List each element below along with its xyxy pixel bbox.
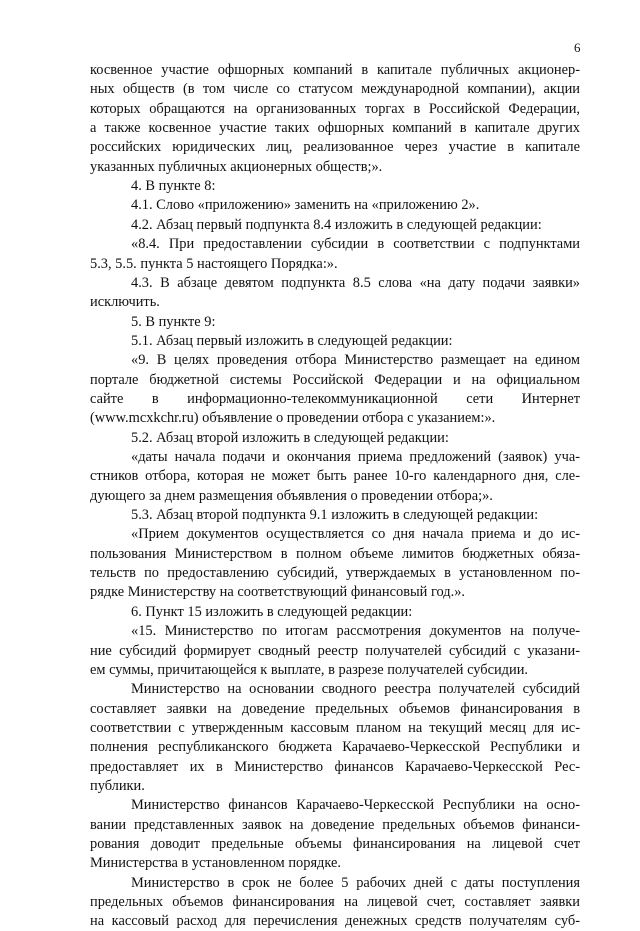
text-line: публики. — [90, 777, 145, 794]
text-line: 4.2. Абзац первый подпункта 8.4 изложить в следующей редакции: — [131, 216, 542, 233]
text-line: дующего за днем размещения объявления о проведении отбора;». — [90, 487, 493, 504]
text-line: 5. В пункте 9: — [131, 313, 216, 330]
text-line: «9. В целях проведения отбора Министерство размещает на едином — [131, 352, 580, 369]
text-line: предоставляет их в Министерство финансов Карачаево-Черкесской Рес- — [90, 758, 580, 775]
text-line: Министерство в срок не более 5 рабочих дней с даты поступления — [131, 874, 580, 891]
text-line: 5.2. Абзац второй изложить в следующей редакции: — [131, 429, 449, 446]
text-line: 5.3, 5.5. пункта 5 настоящего Порядка:». — [90, 255, 338, 272]
text-line: пользования Министерством в полном объеме лимитов бюджетных обяза- — [90, 545, 580, 562]
text-line: 5.3. Абзац второй подпункта 9.1 изложить в следующей редакции: — [131, 507, 539, 524]
text-line: на кассовый расход для перечисления денежных средств получателям суб- — [90, 913, 580, 930]
text-line: полнения республиканского бюджета Карачаево-Черкесской Республики и — [90, 739, 580, 756]
text-line: российских юридических лиц, реализованное через участие в капитале — [90, 139, 580, 156]
text-line: ем суммы, причитающейся к выплате, в разрезе получателей субсидии. — [90, 661, 529, 678]
text-line: «Прием документов осуществляется со дня начала приема и до ис- — [131, 526, 580, 543]
text-line: 4.1. Слово «приложению» заменить на «приложению 2». — [131, 197, 480, 214]
text-line: указанных публичных акционерных обществ;». — [90, 158, 383, 175]
text-line: ных обществ (в том числе со статусом международной компании), акции — [90, 81, 580, 98]
text-line: соответствии с утвержденным кассовым планом на текущий месяц для ис- — [90, 719, 580, 736]
text-line: 6. Пункт 15 изложить в следующей редакции: — [131, 603, 413, 620]
text-line: которых обращаются на организованных торгах в Российской Федерации, — [90, 100, 580, 117]
text-line: 4.3. В абзаце девятом подпункта 8.5 слова «на дату подачи заявки» — [131, 274, 580, 291]
text-line: стников отбора, которая не может быть ранее 10-го календарного дня, сле- — [90, 468, 580, 485]
text-line: Министерство финансов Карачаево-Черкесской Республики на осно- — [131, 797, 580, 814]
text-line: вании представленных заявок на доведение предельных объемов финанси- — [90, 816, 580, 833]
text-line: «15. Министерство по итогам рассмотрения документов на получе- — [131, 623, 580, 640]
text-line: составляет заявки на доведение предельных объемов финансирования в — [90, 700, 580, 717]
text-line: предельных объемов финансирования на лицевой счет, составляет заявки — [90, 894, 580, 911]
text-line: рядке Министерству на соответствующий финансовый год.». — [90, 584, 466, 601]
text-line: исключить. — [90, 294, 160, 311]
text-line: «8.4. При предоставлении субсидии в соответствии с подпунктами — [131, 236, 580, 253]
text-line: а также косвенное участие таких офшорных компаний в капитале других — [90, 120, 580, 137]
text-line: рования доводит предельные объемы финансирования на лицевой счет — [90, 836, 580, 852]
text-line: 4. В пункте 8: — [131, 178, 216, 195]
text-line: Министерство на основании сводного реестра получателей субсидий — [131, 681, 580, 698]
text-line: портале бюджетной системы Российской Федерации и на официальном — [90, 371, 580, 388]
text-line: 5.1. Абзац первый изложить в следующей редакции: — [131, 332, 453, 349]
text-line: «даты начала подачи и окончания приема предложений (заявок) уча- — [131, 449, 580, 465]
text-line: косвенное участие офшорных компаний в капитале публичных акционер- — [90, 62, 580, 78]
text-line: тельств по предоставлению субсидий, утверждаемых в установленном по- — [90, 565, 580, 582]
text-line: ние субсидий формирует сводный реестр получателей субсидий с указани- — [90, 642, 580, 659]
text-line: (www.mcxkchr.ru) объявление о проведении отбора с указанием:». — [90, 410, 496, 427]
text-line: сайте в информационно-телекоммуникационной сети Интернет — [90, 390, 580, 407]
page-number: 6 — [574, 40, 581, 55]
text-line: Министерства в установленном порядке. — [90, 855, 341, 872]
